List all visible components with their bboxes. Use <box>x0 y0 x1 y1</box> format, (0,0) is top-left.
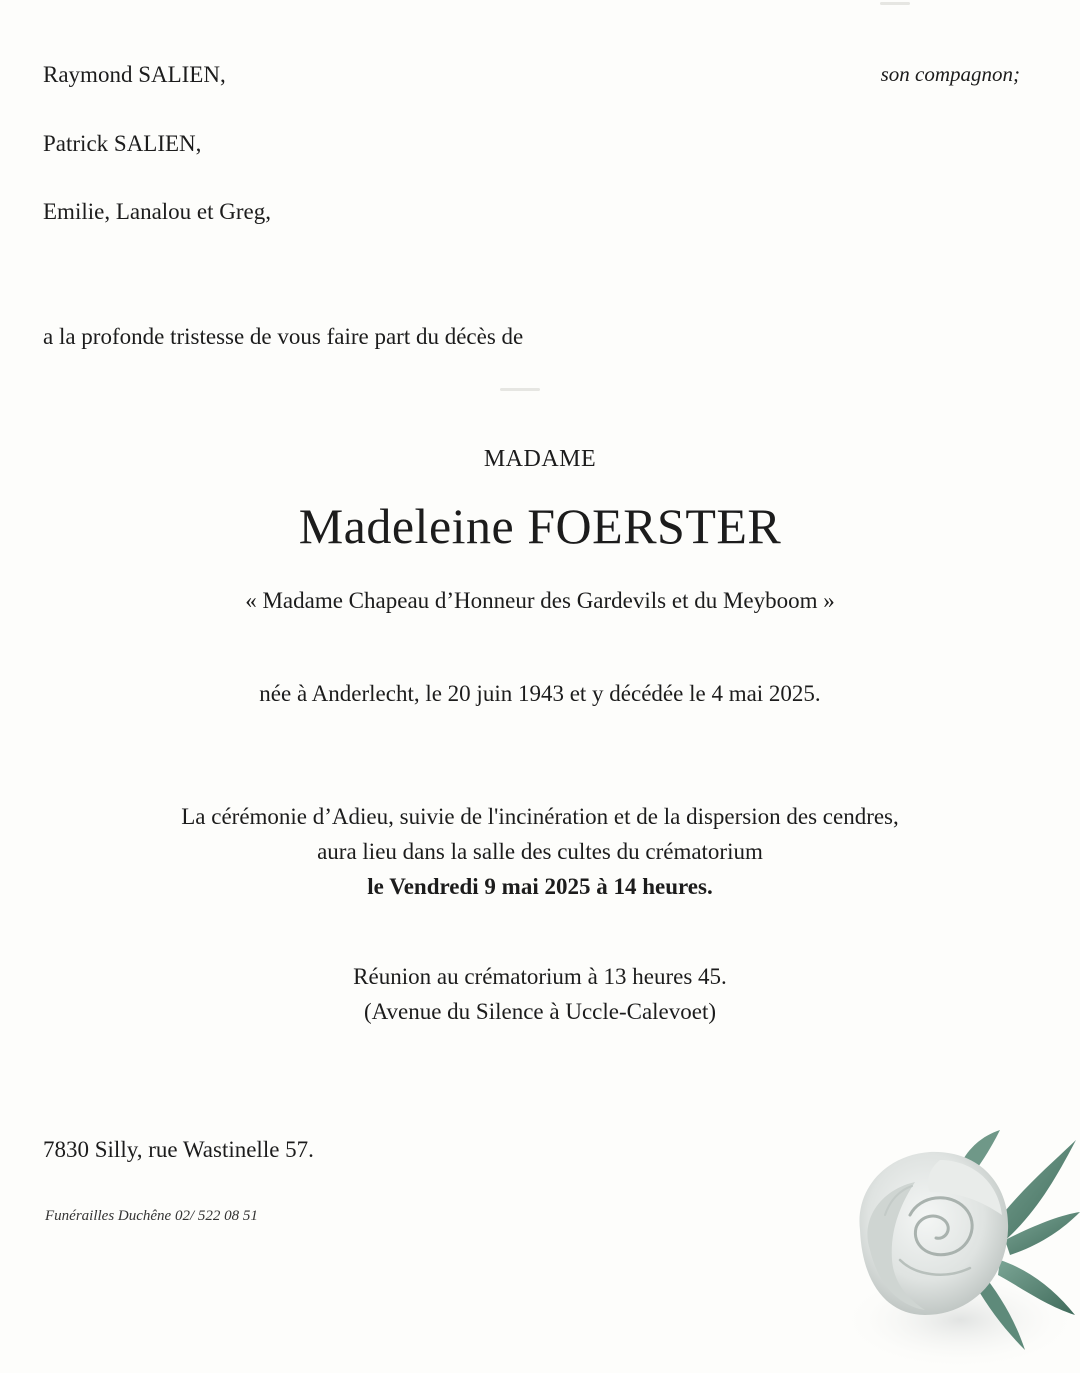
fold-mark-center <box>500 388 540 391</box>
white-rose-icon <box>830 1120 1080 1373</box>
announcement-text: a la profonde tristesse de vous faire part du décès de <box>43 324 524 349</box>
family-member-1: Raymond SALIEN, <box>43 62 226 87</box>
family-member-2: Patrick SALIEN, <box>43 131 202 156</box>
deceased-nickname: « Madame Chapeau d’Honneur des Gardevils et du Meyboom » <box>245 588 835 613</box>
meeting-line-1: Réunion au crématorium à 13 heures 45. <box>353 964 727 989</box>
family-address: 7830 Silly, rue Wastinelle 57. <box>43 1137 314 1162</box>
funeral-home-contact: Funérailles Duchêne 02/ 522 08 51 <box>45 1208 258 1224</box>
ceremony-datetime: le Vendredi 9 mai 2025 à 14 heures. <box>367 874 713 899</box>
meeting-line-2: (Avenue du Silence à Uccle-Calevoet) <box>363 999 717 1024</box>
deceased-title: MADAME <box>483 446 597 472</box>
deceased-name: Madeleine FOERSTER <box>298 498 782 554</box>
family-member-3: Emilie, Lanalou et Greg, <box>43 199 272 224</box>
birth-death-dates: née à Anderlecht, le 20 juin 1943 et y décédée le 4 mai 2025. <box>259 681 821 706</box>
relation-companion: son compagnon; <box>880 62 1020 86</box>
ceremony-line-1: La cérémonie d’Adieu, suivie de l'incinération et de la dispersion des cendres, <box>181 804 899 829</box>
ceremony-line-2: aura lieu dans la salle des cultes du crématorium <box>317 839 763 864</box>
fold-mark-top <box>880 2 910 5</box>
